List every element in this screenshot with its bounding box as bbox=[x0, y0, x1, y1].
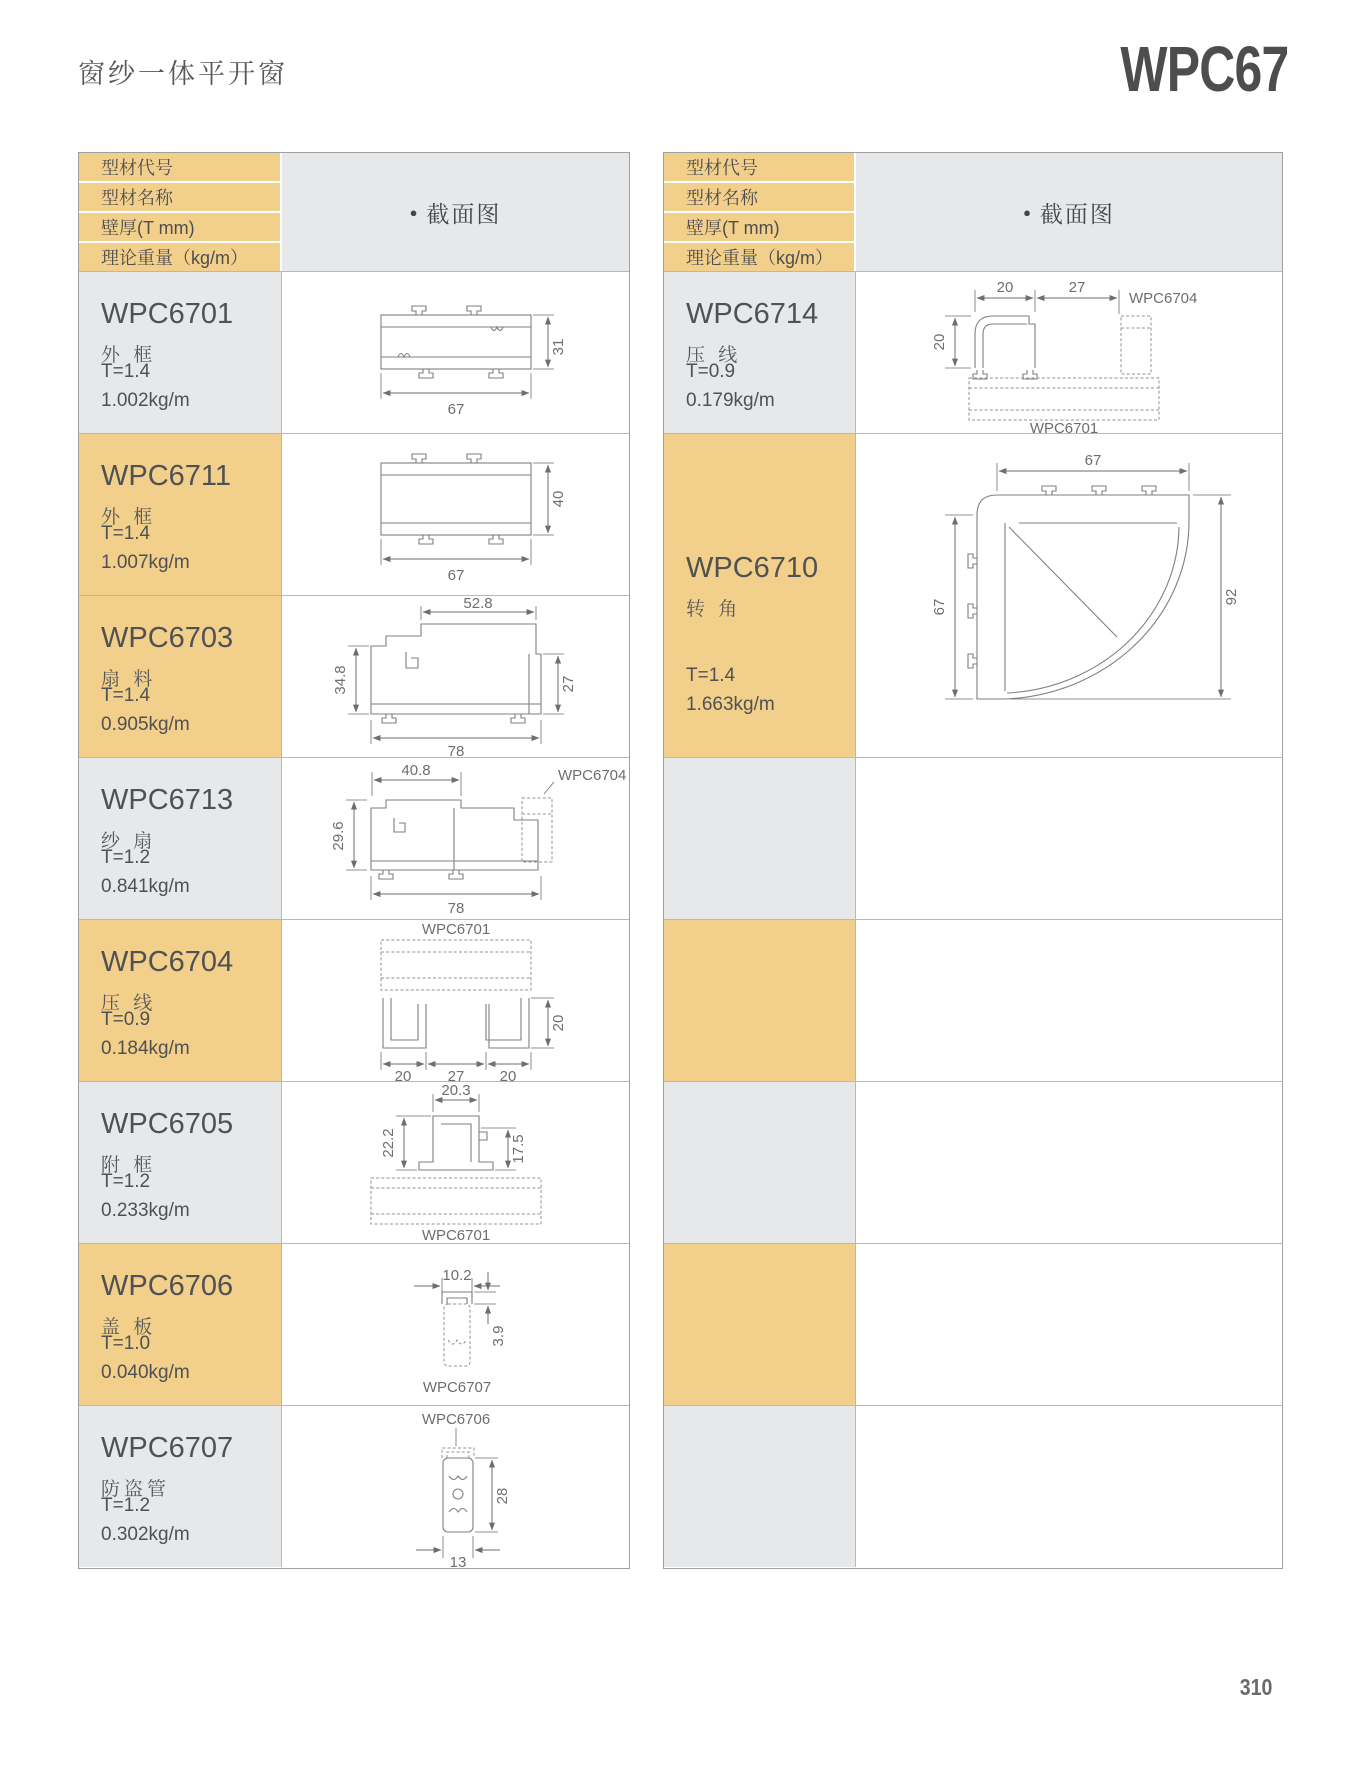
cross-section-wpc6701 bbox=[286, 277, 626, 429]
header-theoretical-weight: 理论重量（kg/m） bbox=[664, 241, 854, 271]
table-row-empty bbox=[664, 919, 1282, 1081]
table-row-empty bbox=[664, 1405, 1282, 1567]
series-model-code: WPC67 bbox=[1119, 33, 1288, 105]
table-row bbox=[79, 1081, 629, 1243]
table-row bbox=[79, 433, 629, 595]
profile-info-cell bbox=[664, 1406, 856, 1567]
profile-info-cell bbox=[79, 920, 282, 1081]
dim-label: 20 bbox=[499, 1067, 516, 1081]
dim-label: 78 bbox=[447, 742, 464, 757]
ref-profile-label: WPC6701 bbox=[421, 920, 490, 938]
dim-label: 40 bbox=[549, 490, 567, 507]
wall-thickness: T=1.4 bbox=[686, 665, 736, 686]
dim-label: 40.8 bbox=[400, 761, 431, 779]
dim-label: 67 bbox=[1084, 451, 1102, 469]
table-row bbox=[664, 433, 1282, 757]
dim-label: 20.3 bbox=[440, 1082, 471, 1099]
profile-name: 外 框 bbox=[101, 345, 157, 366]
profile-name: 防盗管 bbox=[101, 1479, 171, 1500]
profile-info-cell bbox=[79, 758, 282, 919]
header-section-view bbox=[856, 153, 1282, 271]
profile-specs bbox=[101, 1330, 190, 1387]
wall-thickness: T=1.4 bbox=[101, 685, 151, 706]
profile-name: 压 线 bbox=[686, 345, 742, 366]
profile-info-cell bbox=[79, 1406, 282, 1567]
profile-code: WPC6701 bbox=[101, 298, 234, 330]
profile-specs bbox=[101, 844, 190, 901]
cross-section-wpc6713 bbox=[286, 758, 626, 919]
profile-code: WPC6706 bbox=[101, 1270, 234, 1302]
header-wall-thickness: 壁厚(T mm) bbox=[664, 211, 854, 241]
section-view-label: 截面图 bbox=[1039, 200, 1115, 227]
header-theoretical-weight: 理论重量（kg/m） bbox=[79, 241, 280, 271]
cross-section-wpc6703 bbox=[286, 596, 626, 757]
table-header bbox=[664, 153, 1282, 271]
profile-code: WPC6703 bbox=[101, 622, 234, 654]
profile-info-cell bbox=[664, 434, 856, 757]
section-diagram-cell bbox=[282, 1082, 629, 1243]
table-row bbox=[664, 271, 1282, 433]
wall-thickness: T=0.9 bbox=[101, 1009, 151, 1030]
wall-thickness: T=1.4 bbox=[101, 523, 151, 544]
cross-section-wpc6710 bbox=[859, 441, 1279, 751]
section-view-label: 截面图 bbox=[426, 200, 502, 227]
dim-label: 27 bbox=[1068, 278, 1086, 296]
ref-profile-label: WPC6704 bbox=[557, 766, 626, 784]
weight: 0.905kg/m bbox=[101, 713, 190, 735]
profile-code: WPC6710 bbox=[686, 552, 819, 584]
table-row bbox=[79, 1405, 629, 1567]
weight: 0.179kg/m bbox=[686, 389, 775, 411]
ref-profile-label: WPC6704 bbox=[1129, 289, 1198, 307]
profile-specs bbox=[101, 682, 190, 739]
header-profile-name: 型材名称 bbox=[664, 181, 854, 211]
profile-name: 盖 板 bbox=[101, 1317, 157, 1338]
wall-thickness: T=0.9 bbox=[686, 361, 736, 382]
cross-section-wpc6704 bbox=[286, 920, 626, 1081]
profile-name: 附 框 bbox=[101, 1155, 157, 1176]
table-row-empty bbox=[664, 1243, 1282, 1405]
dim-label: 78 bbox=[447, 899, 464, 917]
weight: 1.007kg/m bbox=[101, 551, 190, 573]
table-row-empty bbox=[664, 1081, 1282, 1243]
dim-label: 67 bbox=[447, 566, 464, 584]
dim-label: 20 bbox=[394, 1067, 411, 1081]
section-diagram-cell bbox=[856, 1082, 1282, 1243]
wall-thickness: T=1.2 bbox=[101, 847, 151, 868]
weight: 1.663kg/m bbox=[686, 693, 775, 715]
profile-specs bbox=[101, 520, 190, 577]
dim-label: 20 bbox=[996, 278, 1014, 296]
profile-info-cell bbox=[664, 1244, 856, 1405]
profile-info-cell bbox=[79, 596, 282, 757]
dim-label: 27 bbox=[559, 675, 577, 692]
profile-table-right bbox=[663, 152, 1283, 1569]
ref-profile-label: WPC6706 bbox=[421, 1410, 490, 1428]
profile-name: 纱 扇 bbox=[101, 831, 157, 852]
page-number: 310 bbox=[1239, 1674, 1272, 1700]
dim-label: 52.8 bbox=[462, 596, 493, 612]
table-row bbox=[79, 919, 629, 1081]
weight: 0.841kg/m bbox=[101, 875, 190, 897]
header-profile-code: 型材代号 bbox=[664, 153, 854, 181]
dim-label: 13 bbox=[449, 1553, 466, 1567]
profile-table-left bbox=[78, 152, 630, 1569]
dim-label: 20 bbox=[931, 333, 948, 350]
header-profile-code: 型材代号 bbox=[79, 153, 280, 181]
section-diagram-cell bbox=[282, 434, 629, 595]
weight: 0.184kg/m bbox=[101, 1037, 190, 1059]
profile-info-cell bbox=[79, 434, 282, 595]
profile-info-cell bbox=[664, 1082, 856, 1243]
wall-thickness: T=1.2 bbox=[101, 1171, 151, 1192]
wall-thickness: T=1.4 bbox=[101, 361, 151, 382]
table-row bbox=[79, 595, 629, 757]
section-diagram-cell bbox=[282, 1406, 629, 1567]
dim-label: 10.2 bbox=[441, 1266, 472, 1284]
profile-specs bbox=[686, 662, 775, 719]
profile-info-cell bbox=[664, 272, 856, 433]
section-diagram-cell bbox=[282, 596, 629, 757]
wall-thickness: T=1.0 bbox=[101, 1333, 151, 1354]
profile-name: 外 框 bbox=[101, 507, 157, 528]
section-diagram-cell bbox=[856, 1244, 1282, 1405]
table-row-empty bbox=[664, 757, 1282, 919]
dim-label: 20 bbox=[549, 1014, 567, 1031]
section-diagram-cell bbox=[282, 920, 629, 1081]
wall-thickness: T=1.2 bbox=[101, 1495, 151, 1516]
header-label-column bbox=[664, 153, 856, 271]
cross-section-wpc6711 bbox=[286, 439, 626, 591]
profile-code: WPC6707 bbox=[101, 1432, 234, 1464]
profile-specs bbox=[101, 1006, 190, 1063]
profile-specs bbox=[101, 358, 190, 415]
weight: 1.002kg/m bbox=[101, 389, 190, 411]
profile-code: WPC6713 bbox=[101, 784, 234, 816]
dim-label: 67 bbox=[447, 400, 464, 418]
dim-label: 29.6 bbox=[329, 820, 347, 851]
profile-code: WPC6705 bbox=[101, 1108, 234, 1140]
weight: 0.302kg/m bbox=[101, 1523, 190, 1545]
page-title: 窗纱一体平开窗 bbox=[78, 59, 288, 89]
section-diagram-cell bbox=[856, 434, 1282, 757]
cross-section-wpc6714 bbox=[859, 272, 1279, 433]
dim-label: 17.5 bbox=[509, 1133, 527, 1164]
bullet-icon: ● bbox=[409, 204, 418, 220]
cross-section-wpc6707 bbox=[286, 1406, 626, 1567]
profile-info-cell bbox=[79, 272, 282, 433]
section-diagram-cell bbox=[856, 272, 1282, 433]
header-wall-thickness: 壁厚(T mm) bbox=[79, 211, 280, 241]
section-diagram-cell bbox=[856, 1406, 1282, 1567]
dim-label: 34.8 bbox=[331, 664, 349, 695]
section-diagram-cell bbox=[282, 272, 629, 433]
dim-label: 31 bbox=[549, 338, 567, 355]
ref-profile-label: WPC6701 bbox=[1029, 419, 1099, 433]
weight: 0.040kg/m bbox=[101, 1361, 190, 1383]
cross-section-wpc6705 bbox=[286, 1082, 626, 1243]
dim-label: 27 bbox=[447, 1067, 464, 1081]
profile-code: WPC6704 bbox=[101, 946, 234, 978]
section-diagram-cell bbox=[856, 758, 1282, 919]
profile-info-cell bbox=[664, 920, 856, 1081]
bullet-icon: ● bbox=[1023, 204, 1031, 220]
profile-specs bbox=[686, 358, 775, 415]
profile-specs bbox=[101, 1492, 190, 1549]
ref-profile-label: WPC6701 bbox=[421, 1226, 490, 1243]
profile-name: 扇 料 bbox=[101, 669, 157, 690]
profile-info-cell bbox=[79, 1082, 282, 1243]
section-diagram-cell bbox=[282, 1244, 629, 1405]
section-diagram-cell bbox=[282, 758, 629, 919]
cross-section-wpc6706 bbox=[286, 1244, 626, 1405]
profile-name: 压 线 bbox=[101, 993, 157, 1014]
header-section-view bbox=[282, 153, 629, 271]
header-profile-name: 型材名称 bbox=[79, 181, 280, 211]
profile-code: WPC6714 bbox=[686, 298, 819, 330]
dim-label: 3.9 bbox=[489, 1325, 507, 1346]
table-row bbox=[79, 271, 629, 433]
profile-specs bbox=[101, 1168, 190, 1225]
section-diagram-cell bbox=[856, 920, 1282, 1081]
profile-name: 转 角 bbox=[686, 599, 742, 620]
dim-label: 67 bbox=[931, 598, 948, 615]
profile-info-cell bbox=[664, 758, 856, 919]
profile-info-cell bbox=[79, 1244, 282, 1405]
dim-label: 92 bbox=[1223, 588, 1240, 605]
ref-profile-label: WPC6707 bbox=[422, 1378, 491, 1396]
header-label-column bbox=[79, 153, 282, 271]
table-row bbox=[79, 757, 629, 919]
profile-code: WPC6711 bbox=[101, 460, 232, 492]
dim-label: 22.2 bbox=[379, 1127, 397, 1158]
table-header bbox=[79, 153, 629, 271]
table-row bbox=[79, 1243, 629, 1405]
weight: 0.233kg/m bbox=[101, 1199, 190, 1221]
dim-label: 28 bbox=[493, 1487, 511, 1504]
